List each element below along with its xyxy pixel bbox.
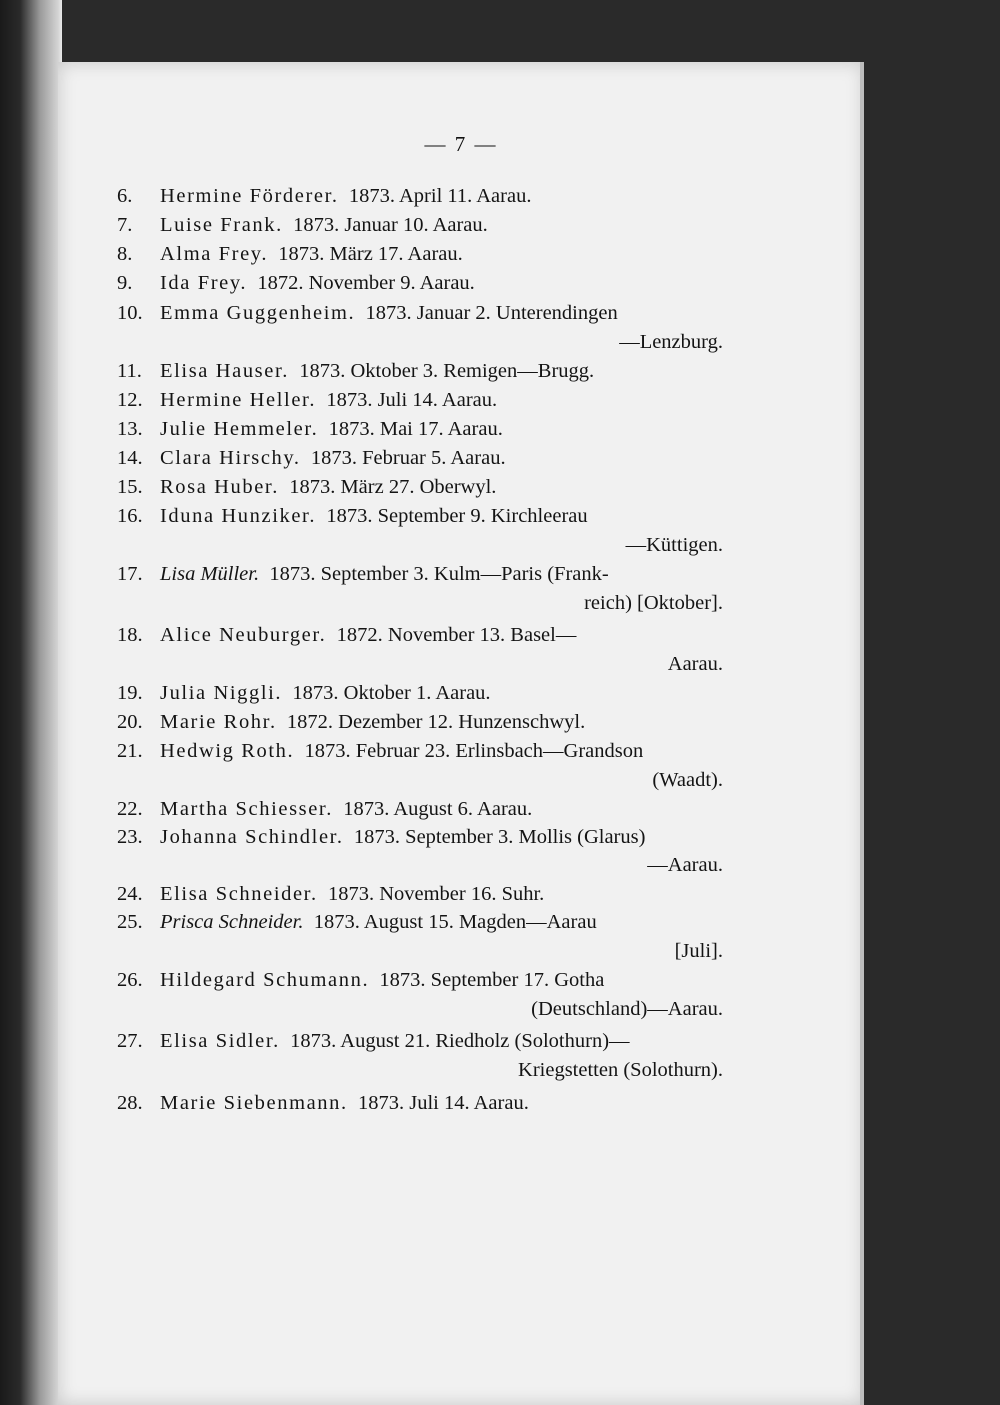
- entry-name: Prisca Schneider.: [160, 911, 304, 933]
- entry-details: 1873. September 3. Kulm—Paris (Frank-: [269, 563, 609, 585]
- entry-details: 1873. Oktober 3. Remigen—Brugg.: [299, 360, 595, 382]
- entry-details: 1872. Dezember 12. Hunzenschwyl.: [286, 711, 586, 733]
- entry-number: 6.: [117, 185, 133, 207]
- entry-continuation: (Waadt).: [652, 769, 723, 791]
- entry-details: 1873. März 17. Aarau.: [278, 243, 463, 265]
- entry-name: Ida Frey.: [160, 272, 248, 294]
- entry-name: Elisa Hauser.: [160, 360, 289, 382]
- entry-details: 1873. August 6. Aarau.: [343, 798, 533, 820]
- entry-name: Elisa Sidler.: [160, 1030, 280, 1052]
- entry-name: Hermine Förderer.: [160, 185, 339, 207]
- entry-details: 1873. Juli 14. Aarau.: [326, 389, 498, 411]
- entry-name: Alma Frey.: [160, 243, 269, 265]
- entry-name: Rosa Huber.: [160, 476, 279, 498]
- entry-continuation: —Aarau.: [647, 854, 723, 876]
- entry-name: Julia Niggli.: [160, 682, 283, 704]
- entry-name: Johanna Schindler.: [160, 826, 344, 848]
- entry-number: 12.: [117, 389, 143, 411]
- entry-name: Julie Hemmeler.: [160, 418, 319, 440]
- entry-number: 15.: [117, 476, 143, 498]
- entry-continuation: Kriegstetten (Solothurn).: [518, 1059, 723, 1081]
- entry-number: 21.: [117, 740, 143, 762]
- entry-number: 20.: [117, 711, 143, 733]
- entry-details: 1872. November 13. Basel—: [336, 624, 577, 646]
- entry-number: 10.: [117, 302, 143, 324]
- entry-name: Hildegard Schumann.: [160, 969, 370, 991]
- entry-name: Hermine Heller.: [160, 389, 317, 411]
- entry-details: 1873. September 17. Gotha: [379, 969, 605, 991]
- entry-name: Lisa Müller.: [160, 563, 260, 585]
- entry-continuation: —Lenzburg.: [619, 331, 723, 353]
- entry-number: 13.: [117, 418, 143, 440]
- entry-details: 1873. Januar 2. Unterendingen: [365, 302, 618, 324]
- entry-number: 25.: [117, 911, 143, 933]
- entry-details: 1873. Januar 10. Aarau.: [293, 214, 488, 236]
- entry-details: 1873. März 27. Oberwyl.: [289, 476, 497, 498]
- entry-number: 8.: [117, 243, 133, 265]
- entry-number: 27.: [117, 1030, 143, 1052]
- entry-details: 1873. Juli 14. Aarau.: [358, 1092, 529, 1114]
- entry-name: Marie Rohr.: [160, 711, 277, 733]
- entry-details: 1873. September 3. Mollis (Glarus): [353, 826, 646, 848]
- entry-number: 14.: [117, 447, 143, 469]
- entry-name: Iduna Hunziker.: [160, 505, 317, 527]
- entry-continuation: [Juli].: [674, 940, 723, 962]
- entry-number: 9.: [117, 272, 133, 294]
- entry-number: 18.: [117, 624, 143, 646]
- entry-details: 1873. November 16. Suhr.: [327, 883, 545, 905]
- entry-name: Elisa Schneider.: [160, 883, 318, 905]
- entry-number: 11.: [117, 360, 142, 382]
- entry-details: 1873. Mai 17. Aarau.: [328, 418, 503, 440]
- entry-name: Martha Schiesser.: [160, 798, 333, 820]
- entry-continuation: reich) [Oktober].: [584, 592, 723, 614]
- entry-name: Marie Siebenmann.: [160, 1092, 348, 1114]
- entry-number: 17.: [117, 563, 143, 585]
- entry-number: 26.: [117, 969, 143, 991]
- entry-number: 22.: [117, 798, 143, 820]
- page-right-edge: [860, 62, 864, 1405]
- entry-name: Emma Guggenheim.: [160, 302, 356, 324]
- entry-details: 1873. Februar 5. Aarau.: [310, 447, 506, 469]
- entry-number: 7.: [117, 214, 133, 236]
- entry-details: 1873. August 15. Magden—Aarau: [313, 911, 597, 933]
- entry-name: Clara Hirschy.: [160, 447, 301, 469]
- entry-name: Alice Neuburger.: [160, 624, 327, 646]
- entry-details: 1873. April 11. Aarau.: [348, 185, 532, 207]
- entry-name: Hedwig Roth.: [160, 740, 295, 762]
- book-binding-edge: [0, 0, 62, 1405]
- page-number-header: — 7 —: [424, 132, 498, 156]
- entry-number: 23.: [117, 826, 143, 848]
- entry-continuation: (Deutschland)—Aarau.: [531, 998, 723, 1020]
- entry-number: 16.: [117, 505, 143, 527]
- entry-details: 1873. September 9. Kirchleerau: [326, 505, 588, 527]
- entry-details: 1873. Oktober 1. Aarau.: [292, 682, 491, 704]
- entry-number: 28.: [117, 1092, 143, 1114]
- entry-details: 1872. November 9. Aarau.: [257, 272, 475, 294]
- entry-name: Luise Frank.: [160, 214, 283, 236]
- entry-details: 1873. Februar 23. Erlinsbach—Grandson: [304, 740, 644, 762]
- entry-number: 19.: [117, 682, 143, 704]
- entry-continuation: —Küttigen.: [625, 534, 723, 556]
- entry-continuation: Aarau.: [667, 653, 723, 675]
- entry-details: 1873. August 21. Riedholz (Solothurn)—: [290, 1030, 630, 1052]
- entry-number: 24.: [117, 883, 143, 905]
